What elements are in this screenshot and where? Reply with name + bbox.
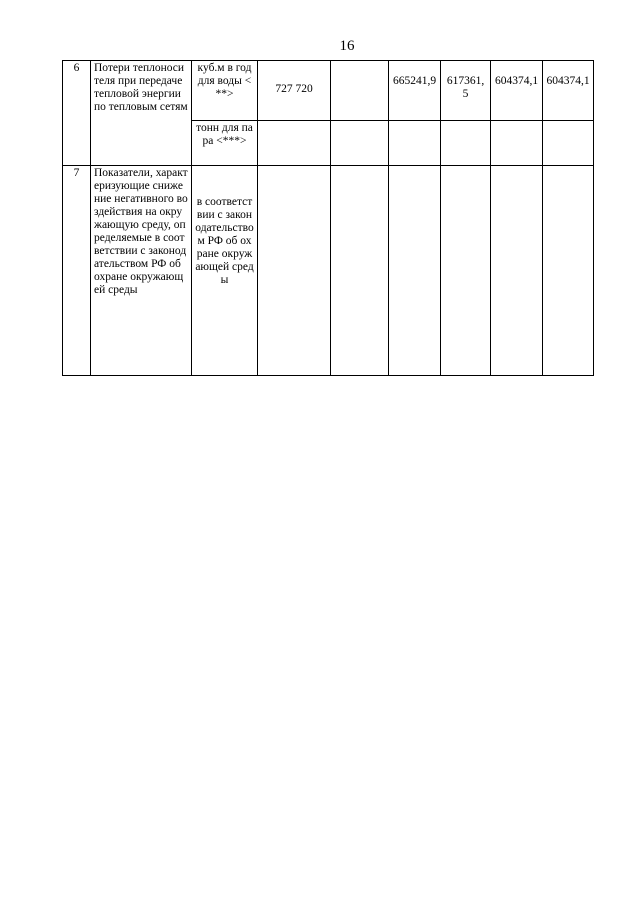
unit-cell: куб.м в год для воды <**> xyxy=(192,61,258,121)
value-cell: 665241,9 xyxy=(389,61,441,121)
value-cell xyxy=(331,166,389,376)
row-number: 6 xyxy=(63,61,91,166)
unit-cell: в соответствии с законодательством РФ об охране окружающей среды xyxy=(192,166,258,376)
value-cell xyxy=(491,121,543,166)
row-number: 7 xyxy=(63,166,91,376)
value-cell xyxy=(491,166,543,376)
page-number: 16 xyxy=(339,38,355,54)
indicator-name: Показатели, характеризующие снижение негативного воздействия на окружающую среду, определяемые в соответствии с законодательством РФ об охране окружающей среды xyxy=(91,166,192,376)
value-cell: 617361,5 xyxy=(441,61,491,121)
value-cell xyxy=(441,166,491,376)
value-cell xyxy=(543,166,594,376)
indicator-name: Потери теплоносителя при передаче тепловой энергии по тепловым сетям xyxy=(91,61,192,166)
value-cell xyxy=(441,121,491,166)
value-cell xyxy=(389,121,441,166)
value-cell xyxy=(389,166,441,376)
value-cell xyxy=(543,121,594,166)
value-cell xyxy=(331,61,389,121)
table-row xyxy=(63,166,594,376)
value-cell: 727 720 xyxy=(258,61,331,121)
value-cell xyxy=(258,121,331,166)
value-cell: 604374,1 xyxy=(543,61,594,121)
indicators-table xyxy=(62,60,594,376)
value-cell xyxy=(258,166,331,376)
value-cell: 604374,1 xyxy=(491,61,543,121)
table-row xyxy=(63,61,594,121)
unit-cell: тонн для пара <***> xyxy=(192,121,258,166)
value-cell xyxy=(331,121,389,166)
